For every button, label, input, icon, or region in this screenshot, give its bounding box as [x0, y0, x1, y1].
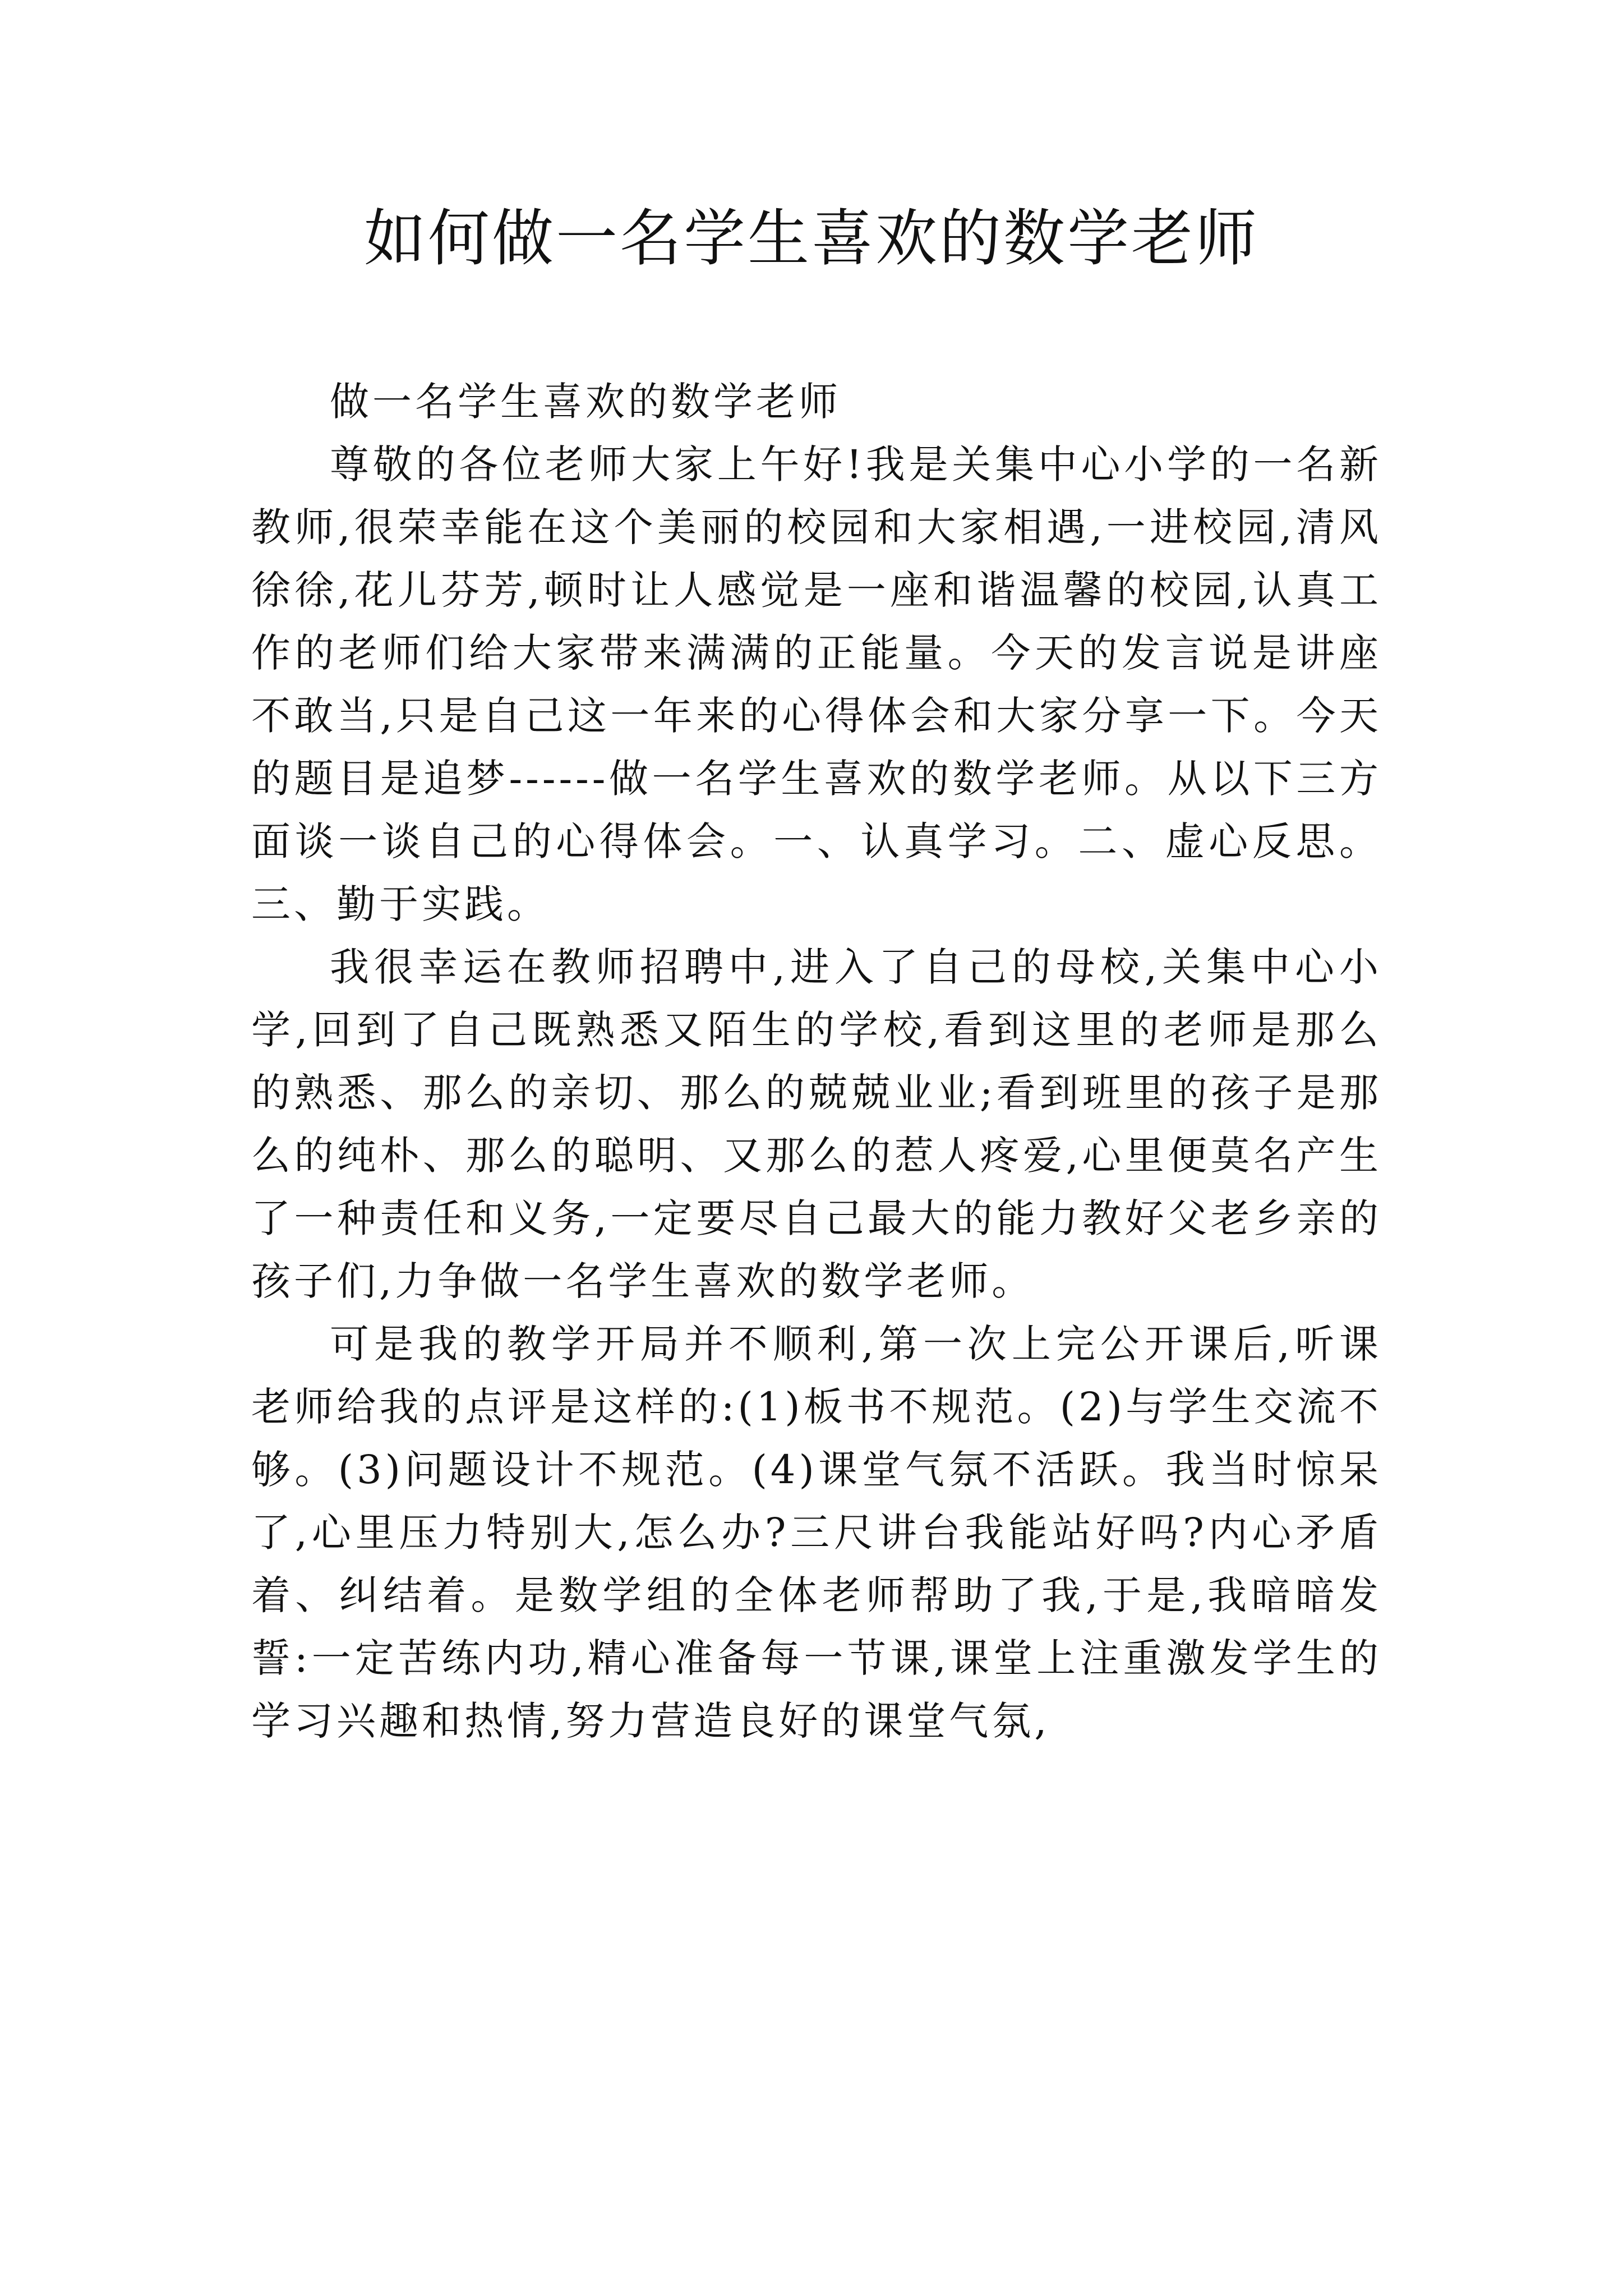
- body-paragraph: 我很幸运在教师招聘中,进入了自己的母校,关集中心小学,回到了自己既熟悉又陌生的学校,看到这里的老师是那么的熟悉、那么的亲切、那么的兢兢业业;看到班里的孩子是那么的纯朴、那么的聪明、又那么的惹人疼爱,心里便莫名产生了一种责任和义务,一定要尽自己最大的能力教好父老乡亲的孩子们,力争做一名学生喜欢的数学老师。: [251, 944, 1382, 1304]
- document-title: 如何做一名学生喜欢的数学老师: [364, 203, 1259, 274]
- document-body: [251, 370, 1382, 1752]
- body-paragraph: 尊敬的各位老师大家上午好!我是关集中心小学的一名新教师,很荣幸能在这个美丽的校园和大家相遇,一进校园,清风徐徐,花儿芬芳,顿时让人感觉是一座和谐温馨的校园,认真工作的老师们给大家带来满满的正能量。今天的发言说是讲座不敢当,只是自己这一年来的心得体会和大家分享一下。今天的题目是追梦------做一名学生喜欢的数学老师。从以下三方面谈一谈自己的心得体会。一、认真学习。二、虚心反思。三、勤于实践。: [251, 441, 1382, 927]
- body-paragraph: 可是我的教学开局并不顺利,第一次上完公开课后,听课老师给我的点评是这样的:(1)板书不规范。(2)与学生交流不够。(3)问题设计不规范。(4)课堂气氛不活跃。我当时惊呆了,心里压力特别大,怎么办?三尺讲台我能站好吗?内心矛盾着、纠结着。是数学组的全体老师帮助了我,于是,我暗暗发誓:一定苦练内功,精心准备每一节课,课堂上注重激发学生的学习兴趣和热情,努力营造良好的课堂气氛,: [251, 1321, 1382, 1744]
- subtitle-paragraph: 做一名学生喜欢的数学老师: [330, 379, 841, 425]
